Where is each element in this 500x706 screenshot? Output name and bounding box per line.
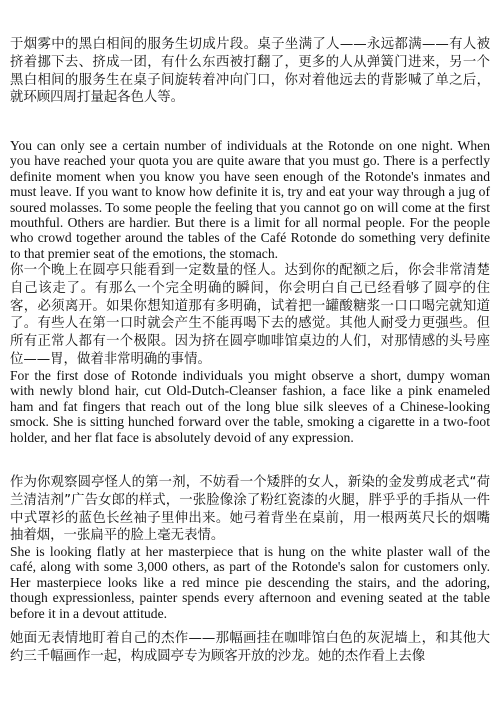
paragraph-english: She is looking flatly at her masterpiece that is hung on the white plaster wall of the café, along with some 3,000 others, as part of the Rotonde's salon for customers only. Her masterpiece looks like a red mince pie descending the stairs, and the adoring, though expressionless, painter spends every afternoon and evening seated at the table before it in a devout attitude.	[10, 544, 490, 621]
paragraph-chinese: 你一个晚上在圆亭只能看到一定数量的怪人。达到你的配额之后，你会非常清楚自己该走了。有那么一个完全明确的瞬间，你会明白自己已经看够了圆亭的住客，必须离开。如果你想知道那有多明确，试着把一罐酸糖浆一口口喝完就知道了。有些人在第一口时就会产生不能再喝下去的感觉。其他人耐受力更强些。但所有正常人都有一个极限。因为挤在圆亭咖啡馆桌边的人们，对那情感的头号座位——胃，做着非常明确的事情。	[10, 263, 490, 367]
paragraph-chinese: 她面无表情地盯着自己的杰作——那幅画挂在咖啡馆白色的灰泥墙上，和其他大约三千幅画作一起，构成圆亭专为顾客开放的沙龙。她的杰作看上去像	[10, 631, 490, 664]
paragraph-chinese: 作为你观察圆亭怪人的第一剂，不妨看一个矮胖的女人，新染的金发剪成老式“荷兰清洁剂”广告女郎的样式，一张脸像涂了粉红瓷漆的火腿，胖乎乎的手指从一件中式罩衫的蓝色长丝袖子里伸出来。她弓着背坐在桌前，用一根两英尺长的烟嘴抽着烟，一张扁平的脸上毫无表情。	[10, 475, 490, 544]
paragraph-english: For the first dose of Rotonde individuals you might observe a short, dumpy woman with newly blond hair, cut Old-Dutch-Cleanser fashion, a face like a pink enameled ham and fat fingers that reach out of the long blue silk sleeves of a Chinese-looking smock. She is sitting hunched forward over the table, smoking a cigarette in a two-foot holder, and her flat face is absolutely devoid of any expression.	[10, 368, 490, 445]
paragraph-english: You can only see a certain number of individuals at the Rotonde on one night. When you have reached your quota you are quite aware that you must go. There is a perfectly definite moment when you know you have seen enough of the Rotonde's inmates and must leave. If you want to know how definite it is, try and eat your way through a jug of soured molasses. To some people the feeling that you cannot go on will come at the first mouthful. Others are hardier. But there is a limit for all normal people. For the people who crowd together around the tables of the Café Rotonde do something very definite to that premier seat of the emotions, the stomach.	[10, 138, 490, 261]
paragraph-chinese: 于烟雾中的黑白相间的服务生切成片段。桌子坐满了人——永远都满——有人被挤着挪下去、挤成一团，有什么东西被打翻了，更多的人从弹簧门进来，另一个黑白相间的服务生在桌子间旋转着冲向门口，你对着他远去的背影喊了单之后，就环顾四周打量起各色人等。	[10, 37, 490, 106]
